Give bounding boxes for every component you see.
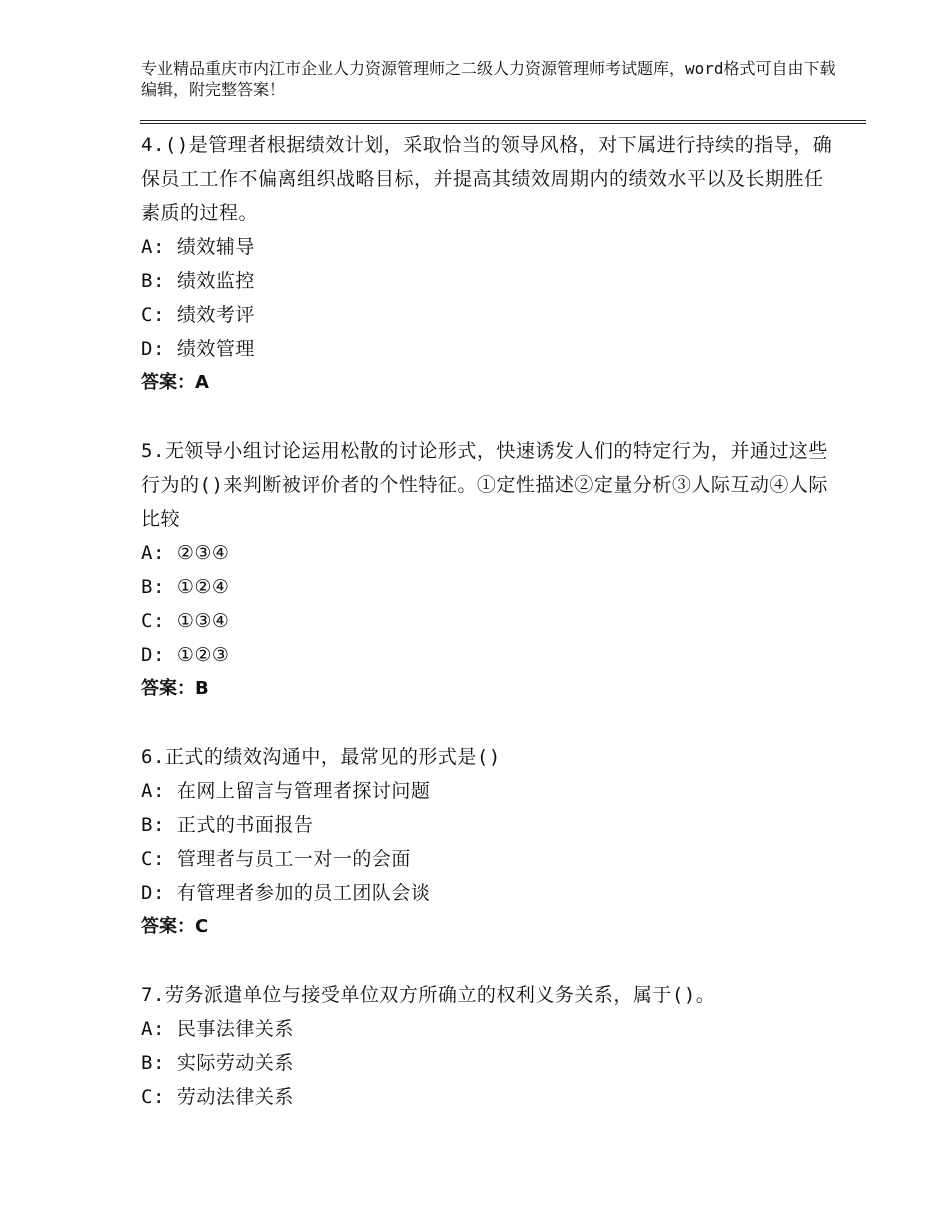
answer-label: 答案：A (141, 372, 209, 393)
header-divider (140, 120, 866, 124)
option-b: B: 实际劳动关系 (141, 1052, 294, 1074)
question-item (141, 434, 841, 706)
option-c: C: 管理者与员工一对一的会面 (141, 848, 411, 870)
option-b: B: 绩效监控 (141, 270, 255, 292)
option-b: B: ①②④ (141, 576, 230, 598)
question-stem: 5.无领导小组讨论运用松散的讨论形式，快速诱发人们的特定行为，并通过这些行为的()来判断被评价者的个性特征。①定性描述②定量分析③人际互动④人际比较 (141, 440, 828, 530)
question-item (141, 978, 841, 1114)
question-spacer (141, 706, 841, 740)
option-a: A: ②③④ (141, 542, 230, 564)
question-spacer (141, 400, 841, 434)
question-stem: 4.()是管理者根据绩效计划，采取恰当的领导风格，对下属进行持续的指导，确保员工工作不偏离组织战略目标，并提高其绩效周期内的绩效水平以及长期胜任素质的过程。 (141, 134, 833, 224)
question-item (141, 128, 841, 400)
question-item (141, 740, 841, 944)
option-d: D: 绩效管理 (141, 338, 255, 360)
option-c: C: ①③④ (141, 610, 230, 632)
question-stem: 7.劳务派遣单位与接受单位双方所确立的权利义务关系，属于()。 (141, 984, 716, 1006)
document-header: 专业精品重庆市内江市企业人力资源管理师之二级人力资源管理师考试题库，word格式可自由下载编辑，附完整答案！ (141, 59, 836, 99)
answer-label: 答案：C (141, 916, 209, 937)
option-d: D: 有管理者参加的员工团队会谈 (141, 882, 431, 904)
question-spacer (141, 944, 841, 978)
option-a: A: 民事法律关系 (141, 1018, 294, 1040)
option-a: A: 在网上留言与管理者探讨问题 (141, 780, 431, 802)
question-list (141, 128, 841, 1114)
answer-label: 答案：B (141, 678, 209, 699)
option-b: B: 正式的书面报告 (141, 814, 314, 836)
option-c: C: 劳动法律关系 (141, 1086, 294, 1108)
option-a: A: 绩效辅导 (141, 236, 255, 258)
option-d: D: ①②③ (141, 644, 230, 666)
question-stem: 6.正式的绩效沟通中，最常见的形式是() (141, 746, 501, 768)
option-c: C: 绩效考评 (141, 304, 255, 326)
